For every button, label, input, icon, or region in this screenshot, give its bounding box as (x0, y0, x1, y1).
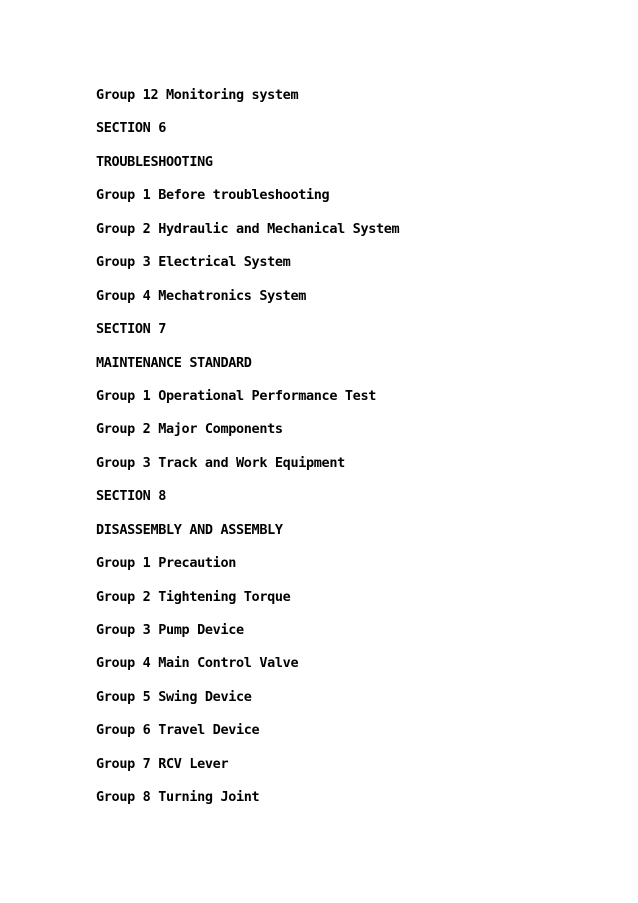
toc-section-heading: SECTION 6 (96, 120, 166, 137)
toc-group-item: Group 8 Turning Joint (96, 789, 260, 806)
toc-group-item: Group 4 Mechatronics System (96, 287, 306, 304)
toc-group-item: Group 2 Tightening Torque (96, 588, 291, 605)
toc-section-title: DISASSEMBLY AND ASSEMBLY (96, 521, 283, 538)
toc-section-title: MAINTENANCE STANDARD (96, 354, 252, 371)
toc-group-item: Group 2 Hydraulic and Mechanical System (96, 220, 400, 237)
toc-group-item: Group 7 RCV Lever (96, 755, 229, 772)
toc-section-title: TROUBLESHOOTING (96, 153, 213, 170)
table-of-contents (96, 85, 399, 821)
toc-group-item: Group 12 Monitoring system (96, 87, 299, 103)
toc-group-item: Group 4 Main Control Valve (96, 655, 299, 672)
toc-group-item: Group 3 Electrical System (96, 254, 291, 271)
toc-group-item: Group 3 Track and Work Equipment (96, 454, 345, 471)
toc-group-item: Group 6 Travel Device (96, 722, 260, 739)
toc-group-item: Group 5 Swing Device (96, 688, 252, 705)
toc-group-item: Group 1 Before troubleshooting (96, 187, 330, 204)
toc-group-item: Group 2 Major Components (96, 421, 283, 438)
toc-section-heading: SECTION 8 (96, 488, 166, 505)
toc-group-item: Group 1 Operational Performance Test (96, 387, 376, 404)
toc-section-heading: SECTION 7 (96, 321, 166, 338)
toc-group-item: Group 1 Precaution (96, 555, 236, 572)
toc-group-item: Group 3 Pump Device (96, 622, 244, 638)
